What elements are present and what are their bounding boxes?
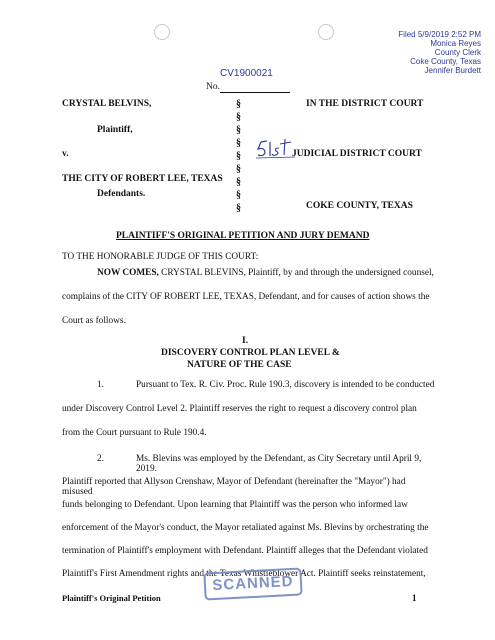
- para-1-number: 1.: [97, 380, 104, 390]
- para-2-line-2: Plaintiff reported that Allyson Crenshaw, Mayor of Defendant (hereinafter the "Mayor") had misused: [62, 477, 406, 497]
- page-number: 1: [412, 593, 417, 603]
- plaintiff-name: CRYSTAL BELVINS,: [62, 99, 152, 109]
- intro-line-2: complains of the CITY OF ROBERT LEE, TEXAS, Defendant, and for causes of action shows the: [62, 292, 430, 302]
- court-line-2: JUDICIAL DISTRICT COURT: [292, 149, 422, 159]
- section-mark: §: [236, 99, 241, 110]
- para-1-line-3: from the Court pursuant to Rule 190.4.: [62, 428, 207, 438]
- section-mark: §: [236, 177, 241, 188]
- versus: v.: [62, 149, 69, 159]
- section-heading-1: DISCOVERY CONTROL PLAN LEVEL &: [161, 348, 340, 358]
- para-2-line-3: funds belonging to Defendant. Upon learning that Plaintiff was the person who informed law: [62, 500, 408, 510]
- section-mark: §: [236, 151, 241, 162]
- para-2-line-4: enforcement of the Mayor's conduct, the Mayor retaliated against Ms. Blevins by orchestrating the: [62, 523, 429, 533]
- section-numeral: I.: [242, 336, 249, 346]
- section-heading-2: NATURE OF THE CASE: [187, 360, 292, 370]
- clerk-name: Monica Reyes: [430, 39, 481, 48]
- filed-line: Filed 5/9/2019 2:52 PM: [398, 30, 481, 39]
- section-mark: §: [236, 125, 241, 136]
- section-mark: §: [236, 164, 241, 175]
- number-blank-line: [220, 92, 290, 93]
- cause-number: CV1900021: [220, 68, 273, 79]
- intro-line-3: Court as follows.: [62, 316, 126, 326]
- salutation: TO THE HONORABLE JUDGE OF THIS COURT:: [62, 252, 259, 262]
- defendant-role: Defendants.: [97, 189, 146, 199]
- court-line-1: IN THE DISTRICT COURT: [306, 99, 424, 109]
- no-label: No.: [206, 82, 220, 92]
- filed-stamp: [398, 30, 481, 75]
- section-mark: §: [236, 112, 241, 123]
- intro-line-1: [97, 268, 437, 278]
- section-mark: §: [236, 138, 241, 149]
- punch-hole-right: [318, 24, 334, 40]
- plaintiff-role: Plaintiff,: [97, 125, 133, 135]
- clerk-title: County Clerk: [434, 48, 481, 57]
- section-mark: §: [236, 203, 241, 214]
- para-1-line-1: Pursuant to Tex. R. Civ. Proc. Rule 190.3, discovery is intended to be conducted: [136, 380, 435, 390]
- scanned-stamp: SCANNED: [203, 567, 302, 600]
- intro-lead: NOW COMES,: [97, 268, 159, 278]
- section-mark: §: [236, 190, 241, 201]
- document-title: PLAINTIFF'S ORIGINAL PETITION AND JURY DEMAND: [116, 231, 370, 241]
- para-2-line-5: termination of Plaintiff's employment with Defendant. Plaintiff alleges that the Defendant violated: [62, 546, 428, 556]
- county-line: Coke County, Texas: [410, 57, 481, 66]
- defendant-name: THE CITY OF ROBERT LEE, TEXAS: [62, 174, 223, 184]
- intro-rest: CRYSTAL BLEVINS, Plaintiff, by and through the undersigned counsel,: [158, 268, 434, 278]
- court-line-3: COKE COUNTY, TEXAS: [306, 201, 413, 211]
- para-2-number: 2.: [97, 454, 104, 464]
- para-2-line-6: Plaintiff's First Amendment rights and the Texas Whistleblower Act. Plaintiff seeks reinstatement,: [62, 569, 426, 579]
- para-1-line-2: under Discovery Control Level 2. Plaintiff reserves the right to request a discovery control plan: [62, 404, 417, 414]
- deputy-name: Jennifer Burdett: [424, 66, 481, 75]
- para-2-line-1: Ms. Blevins was employed by the Defendant, as City Secretary until April 9, 2019.: [136, 454, 422, 474]
- punch-hole-left: [154, 24, 170, 40]
- footer-title: Plaintiff's Original Petition: [62, 593, 161, 603]
